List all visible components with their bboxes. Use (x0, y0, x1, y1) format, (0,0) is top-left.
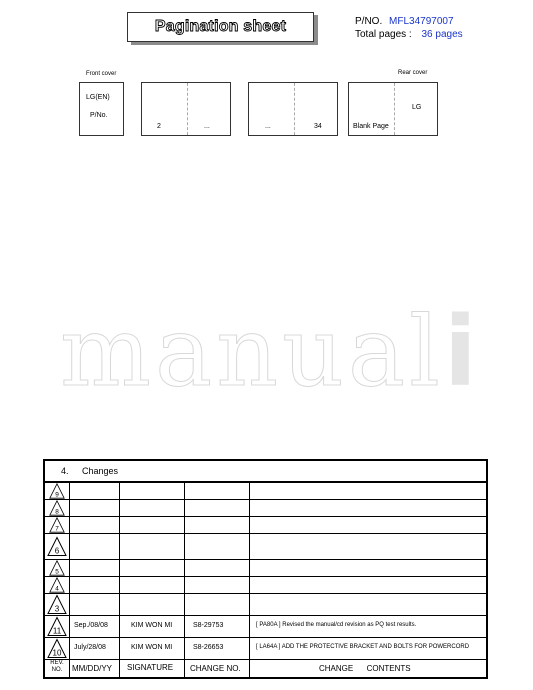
page-number-right: 34 (314, 123, 322, 130)
revision-number: 3 (54, 604, 60, 614)
rear-cover-logo-text: LG (412, 104, 422, 111)
total-pages (355, 29, 463, 40)
table-row (45, 638, 486, 660)
revision-cell (45, 594, 69, 615)
front-cover-lang: LG(EN) (86, 94, 110, 101)
revision-number: 11 (52, 626, 62, 636)
revision-number: 4 (55, 585, 59, 593)
revision-triangle-icon (47, 500, 67, 516)
total-pages-value: 36 pages (421, 29, 463, 40)
table-row (45, 483, 486, 500)
watermark-text: manual (60, 296, 444, 408)
page-fold (294, 83, 295, 135)
column-header-row (45, 660, 486, 677)
page-number-left: ... (265, 123, 271, 130)
revision-number: 5 (55, 568, 59, 576)
section-title: Changes (82, 466, 119, 476)
cell-contents: [ LA64A ] ADD THE PROTECTIVE BRACKET AND BOLTS FOR POWERCORD (256, 644, 470, 650)
revision-triangle-icon (47, 577, 67, 593)
cell-signature: KIM WON MI (131, 622, 173, 629)
page-fold (187, 83, 188, 135)
revision-number: 10 (52, 648, 62, 658)
cell-contents: [ PA80A ] Revised the manual/cd revision as PQ test results. (256, 622, 417, 628)
rear-cover-label: Rear cover (398, 70, 428, 76)
revision-triangle-icon (47, 536, 67, 557)
part-number-value: MFL34797007 (389, 16, 454, 27)
revision-triangle-icon (47, 483, 67, 499)
front-cover-pno: P/No. (90, 112, 108, 119)
revision-number: 7 (55, 525, 59, 533)
page-spread-2 (141, 82, 231, 136)
page-spread-34 (248, 82, 338, 136)
table-row (45, 534, 486, 560)
revision-number: 9 (55, 491, 59, 499)
column-divider (249, 483, 250, 677)
column-header-change-no: CHANGE NO. (190, 664, 241, 673)
revision-triangle-icon (47, 517, 67, 533)
rear-cover-spread (348, 82, 438, 136)
page-number-right: ... (204, 123, 210, 130)
table-row (45, 560, 486, 577)
page-number-left: 2 (157, 123, 161, 130)
revision-number: 8 (55, 508, 59, 516)
revision-cell (45, 577, 69, 593)
page-fold (394, 83, 395, 135)
cell-date: July/28/08 (74, 644, 106, 651)
column-header-date: MM/DD/YY (72, 664, 112, 673)
revision-triangle-icon (47, 594, 67, 615)
column-divider (69, 483, 70, 677)
column-header-signature: SIGNATURE (127, 663, 174, 672)
part-number (355, 16, 454, 27)
blank-page-label: Blank Page (353, 123, 389, 130)
revision-cell (45, 534, 69, 559)
revision-triangle-icon (47, 560, 67, 576)
revision-cell (45, 483, 69, 499)
table-row (45, 616, 486, 638)
watermark (60, 296, 481, 408)
revision-cell (45, 560, 69, 576)
table-row (45, 517, 486, 534)
revision-cell (45, 500, 69, 516)
revision-cell (45, 517, 69, 533)
cell-date: Sep./08/08 (74, 622, 108, 629)
total-pages-label: Total pages : (355, 29, 412, 40)
table-row (45, 577, 486, 594)
section-number: 4. (61, 466, 69, 476)
column-divider (184, 483, 185, 677)
table-row (45, 594, 486, 616)
cell-change-no: S8-26653 (193, 644, 224, 651)
table-row (45, 500, 486, 517)
front-cover-label: Front cover (86, 71, 117, 77)
changes-table (43, 459, 488, 679)
revision-cell (45, 638, 69, 659)
cell-change-no: S8-29753 (193, 622, 224, 629)
changes-header (45, 461, 486, 483)
revision-triangle-icon (47, 616, 67, 637)
cell-signature: KIM WON MI (131, 644, 173, 651)
front-cover-page (79, 82, 124, 136)
column-header-rev: REV. NO. (50, 660, 64, 673)
part-number-label: P/NO. (355, 16, 383, 27)
revision-cell (45, 616, 69, 637)
revision-triangle-icon (47, 638, 67, 659)
column-header-contents: CHANGE CONTENTS (319, 664, 411, 673)
watermark-text-tail: i (443, 296, 481, 408)
title-box (127, 12, 314, 42)
page-title: Pagination sheet (154, 18, 287, 35)
revision-number: 6 (54, 546, 60, 556)
column-divider (119, 483, 120, 677)
